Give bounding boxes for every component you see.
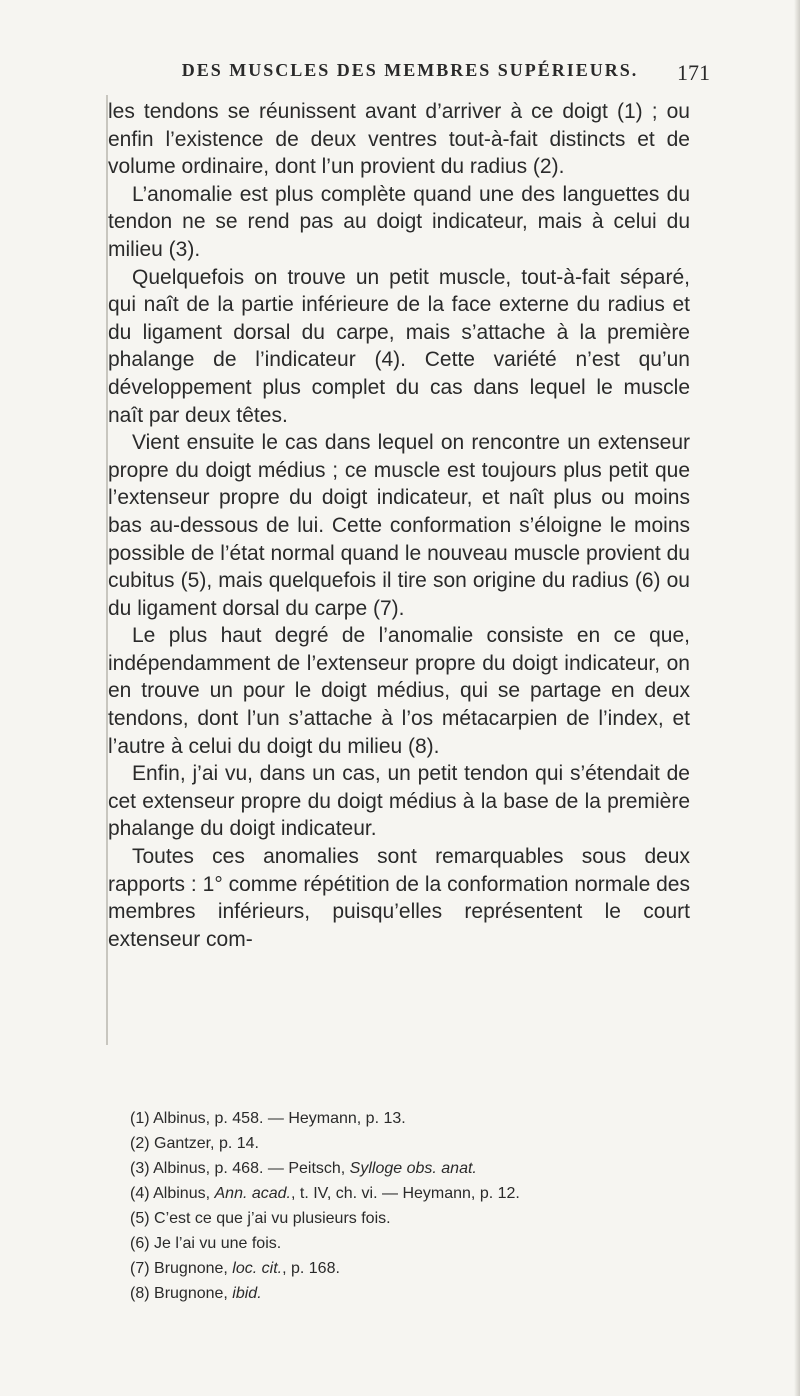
footnote-number: (2) [130,1135,150,1152]
paragraph: les tendons se réunissent avant d’arriver à ce doigt (1) ; ou enfin l’existence de deux ventres tout-à-fait distincts et de volume ordinaire, dont l’un provient du radius (2). [108,100,690,179]
paragraph: L’anomalie est plus complète quand une des languettes du tendon ne se rend pas au doigt indicateur, mais à celui du milieu (3). [108,182,690,261]
footnote [130,1231,690,1256]
footnote-number: (1) [130,1110,150,1127]
footnote [130,1206,690,1231]
paragraph: Quelquefois on trouve un petit muscle, tout-à-fait séparé, qui naît de la partie inférieure de la face externe du radius et du ligament dorsal du carpe, mais s’attache à la première phalange de l’indicateur (4). Cette variété n’est qu’un développement plus complet du cas dans lequel le muscle naît par deux têtes. [108,265,690,427]
footnote [130,1181,690,1206]
footnote-citation: Ann. acad. [214,1185,291,1202]
footnote-number: (7) [130,1260,150,1277]
paragraph: Toutes ces anomalies sont remarquables sous deux rapports : 1° comme répétition de la conformation normale des membres inférieurs, puisqu’elles représentent le court extenseur com- [108,845,690,951]
footnote [130,1131,690,1156]
footnote-text: Albinus, p. 468. — Peitsch, [153,1160,350,1177]
footnote [130,1156,690,1181]
footnote-text: Brugnone, [154,1260,233,1277]
footnote-number: (6) [130,1235,150,1252]
footnote [130,1106,690,1131]
footnotes [130,1106,690,1306]
paragraph: Vient ensuite le cas dans lequel on rencontre un extenseur propre du doigt médius ; ce muscle est toujours plus petit que l’extenseur propre du doigt indicateur, et naît plus ou moins bas au-dessous de lui. Cette conformation s’éloigne le moins possible de l’état normal quand le nouveau muscle provient du cubitus (5), mais quelquefois il tire son origine du radius (6) ou du ligament dorsal du carpe (7). [108,431,690,620]
page-number: 171 [677,60,710,85]
footnote-text: , p. 168. [282,1260,340,1277]
paragraph: Enfin, j’ai vu, dans un cas, un petit tendon qui s’étendait de cet extenseur propre du doigt médius à la base de la première phalange du doigt indicateur. [108,762,690,841]
footnote-number: (8) [130,1285,150,1302]
body-text [108,98,690,953]
paragraph: Le plus haut degré de l’anomalie consiste en ce que, indépendamment de l’extenseur propre du doigt indicateur, on en trouve un pour le doigt médius, qui se partage en deux tendons, dont l’un s’attache à l’os métacarpien de l’index, et l’autre à celui du doigt du milieu (8). [108,624,690,758]
page-edge [794,0,800,1396]
footnote [130,1256,690,1281]
footnote-text: C’est ce que j’ai vu plusieurs fois. [154,1210,391,1227]
footnote-text: Je l’ai vu une fois. [154,1235,282,1252]
footnote-citation: ibid. [232,1285,262,1302]
footnote-citation: Sylloge obs. anat. [349,1160,477,1177]
footnote-citation: loc. cit. [232,1260,283,1277]
footnote-text: Brugnone, [154,1285,233,1302]
footnote-number: (4) [130,1185,150,1202]
footnote-number: (5) [130,1210,150,1227]
footnote-text: Gantzer, p. 14. [154,1135,259,1152]
page-header [130,60,740,90]
footnote-text: Albinus, p. 458. — Heymann, p. 13. [153,1110,406,1127]
running-title: DES MUSCLES DES MEMBRES SUPÉRIEURS. [181,60,639,80]
footnote-text: , t. IV, ch. vi. — Heymann, p. 12. [291,1185,520,1202]
footnote-number: (3) [130,1160,150,1177]
footnote [130,1281,690,1306]
footnote-text: Albinus, [153,1185,215,1202]
